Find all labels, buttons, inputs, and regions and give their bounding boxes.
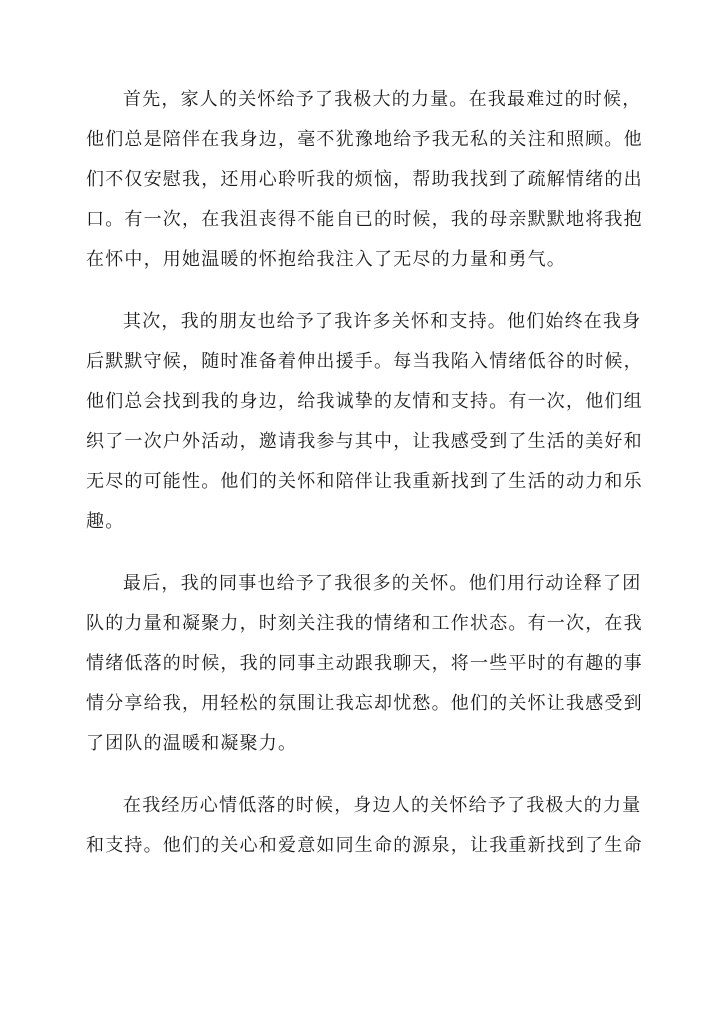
text-line: 其次，我的朋友也给予了我许多关怀和支持。他们始终在我身	[123, 311, 642, 332]
text-line: 了团队的温暖和凝聚力。	[86, 733, 298, 754]
text-line: 在我经历心情低落的时候，身边人的关怀给予了我极大的力量	[123, 795, 642, 816]
text-line: 首先，家人的关怀给予了我极大的力量。在我最难过的时候，	[123, 89, 642, 110]
text-line: 无尽的可能性。他们的关怀和陪伴让我重新找到了生活的动力和乐	[86, 471, 643, 492]
text-line: 他们总是陪伴在我身边，毫不犹豫地给予我无私的关注和照顾。他	[86, 129, 643, 150]
text-line: 后默默守候，随时准备着伸出援手。每当我陷入情绪低谷的时候，	[86, 351, 643, 372]
text-line: 们不仅安慰我，还用心聆听我的烦恼，帮助我找到了疏解情绪的出	[86, 169, 643, 190]
text-line: 最后，我的同事也给予了我很多的关怀。他们用行动诠释了团	[123, 573, 642, 594]
text-line: 队的力量和凝聚力，时刻关注我的情绪和工作状态。有一次，在我	[86, 613, 643, 634]
text-line: 情分享给我，用轻松的氛围让我忘却忧愁。他们的关怀让我感受到	[86, 693, 643, 714]
text-line: 和支持。他们的关心和爱意如同生命的源泉，让我重新找到了生命	[86, 835, 643, 856]
text-line: 织了一次户外活动，邀请我参与其中，让我感受到了生活的美好和	[86, 431, 643, 452]
text-line: 口。有一次，在我沮丧得不能自已的时候，我的母亲默默地将我抱	[86, 209, 643, 230]
text-line: 趣。	[86, 511, 125, 532]
paragraph-conclusion	[86, 786, 643, 866]
text-line: 情绪低落的时候，我的同事主动跟我聊天，将一些平时的有趣的事	[86, 653, 643, 674]
text-line: 他们总会找到我的身边，给我诚挚的友情和支持。有一次，他们组	[86, 391, 643, 412]
text-line: 在怀中，用她温暖的怀抱给我注入了无尽的力量和勇气。	[86, 249, 566, 270]
document-body	[86, 80, 643, 888]
paragraph-friends	[86, 302, 643, 542]
paragraph-family	[86, 80, 643, 280]
paragraph-colleagues	[86, 564, 643, 764]
